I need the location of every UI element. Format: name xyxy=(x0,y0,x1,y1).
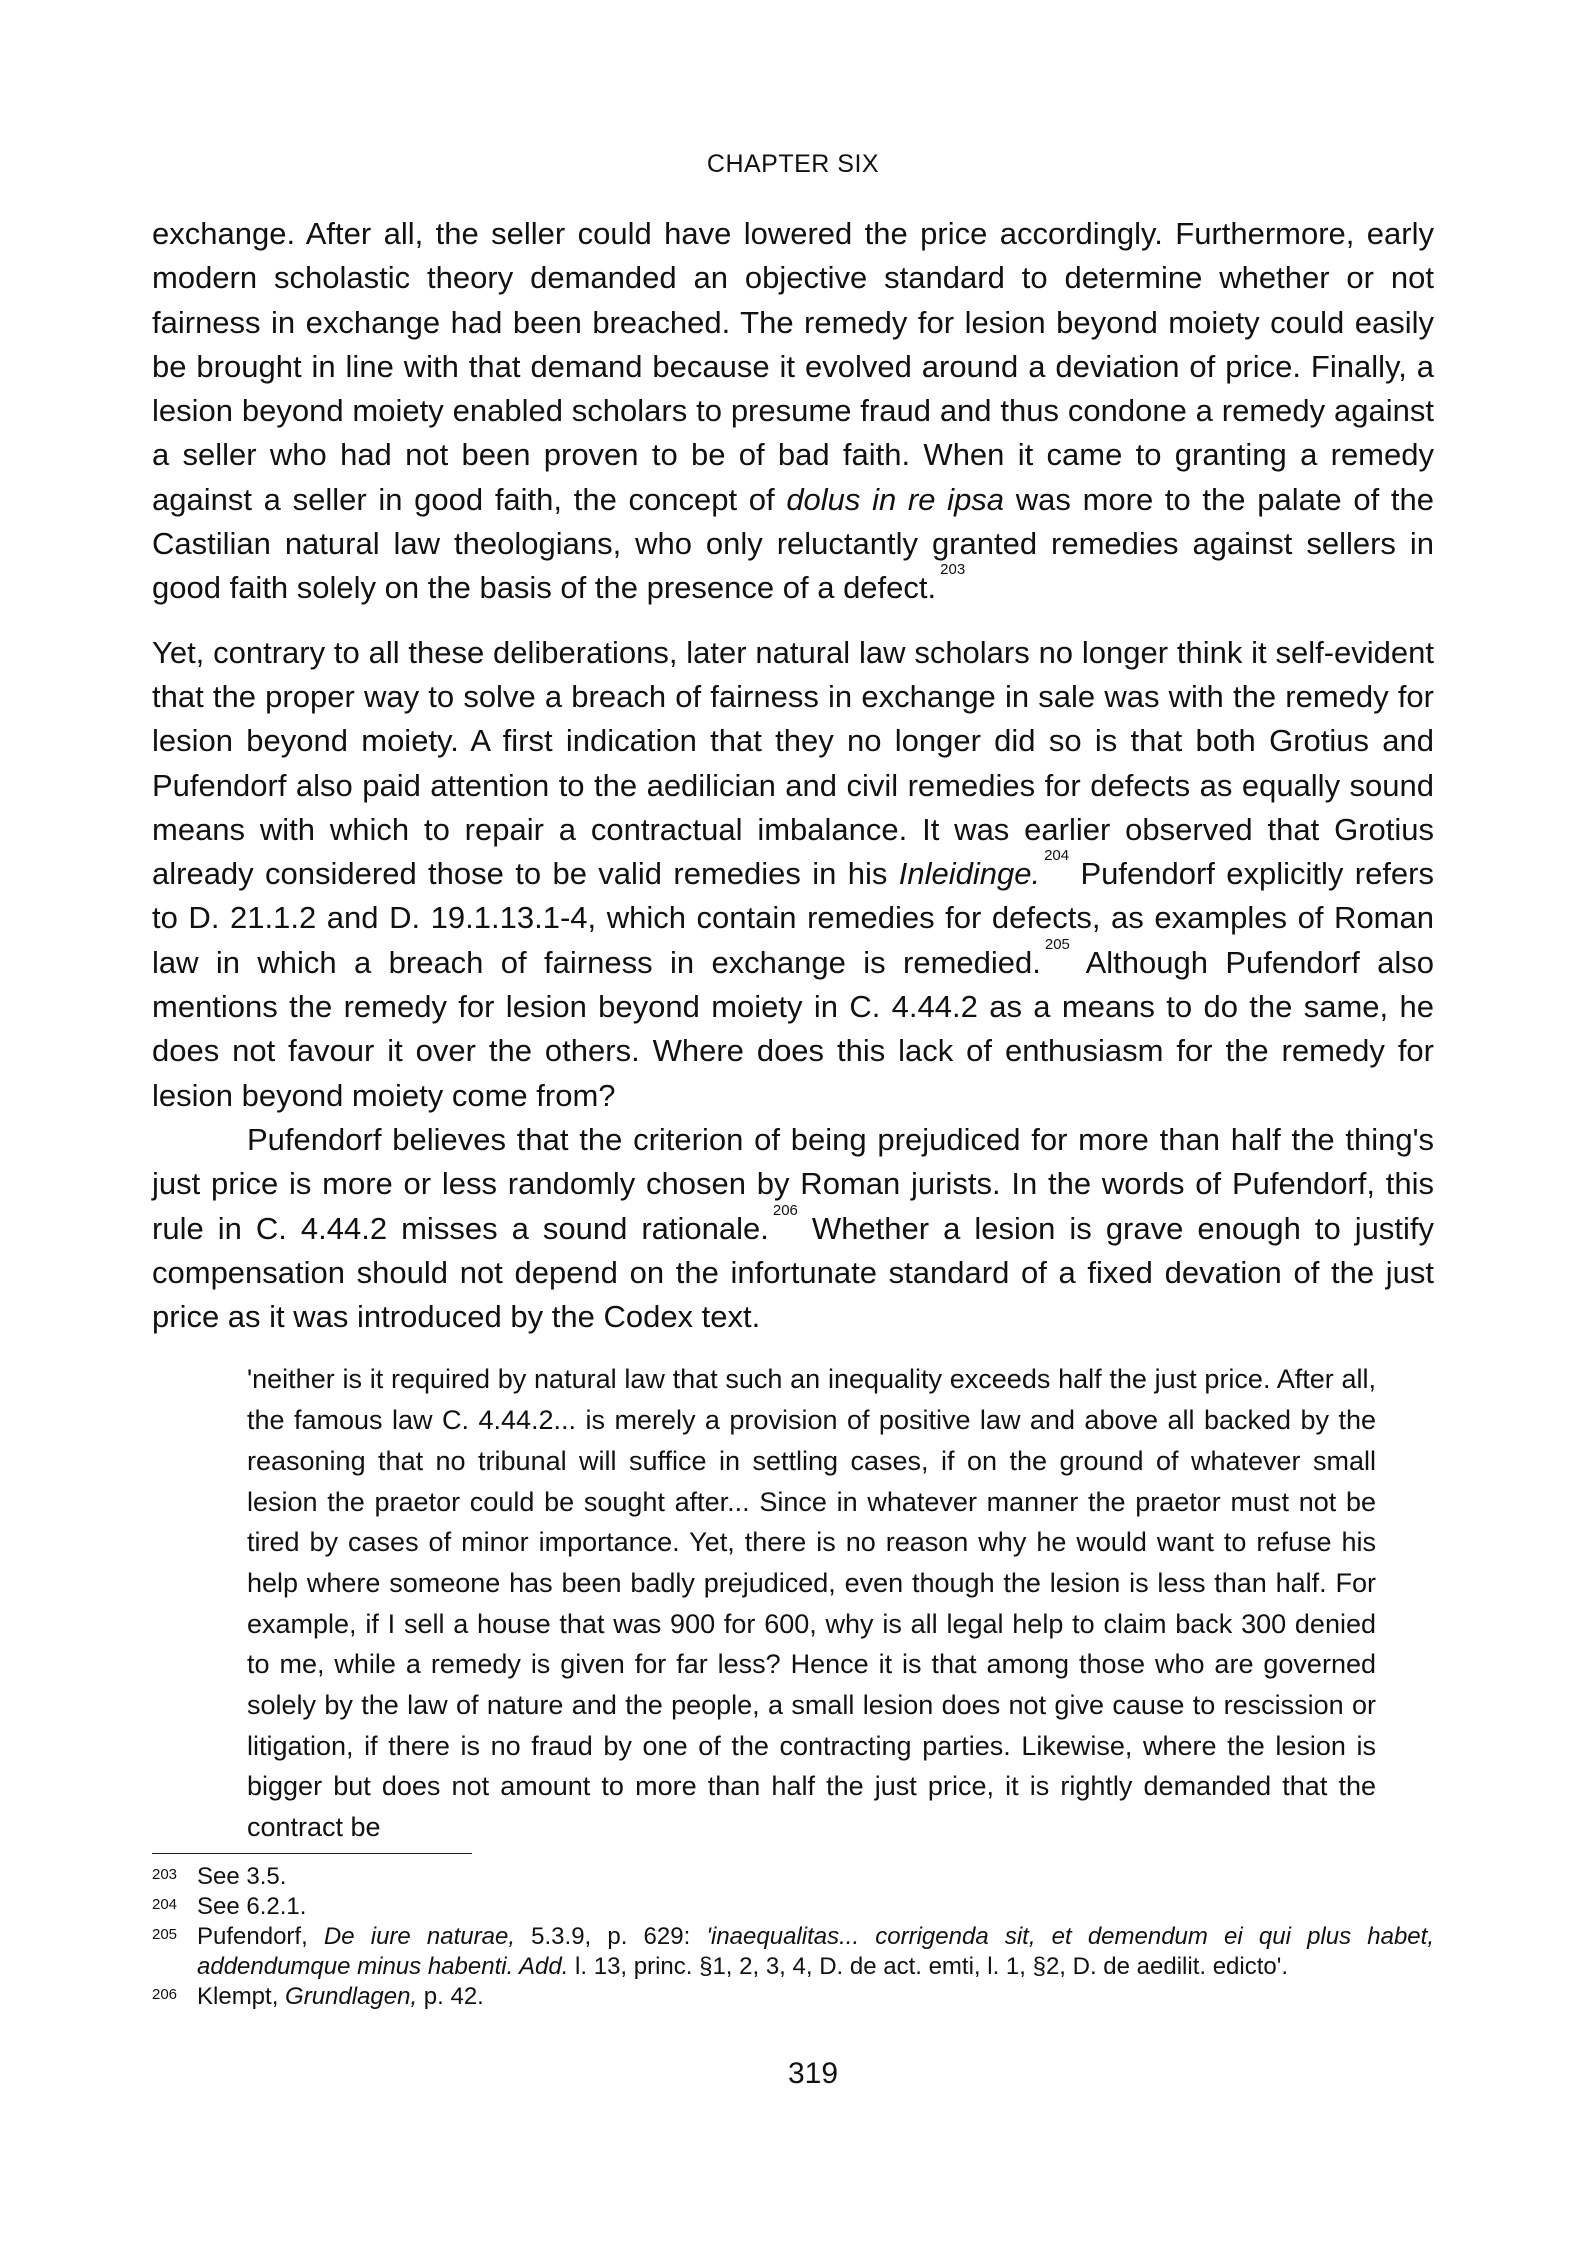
paragraph-2 xyxy=(152,631,1434,1118)
text-run: Klempt, xyxy=(197,1983,286,2010)
footnote-ref-206[interactable]: 206 xyxy=(772,1201,798,1219)
text-run: p. 42. xyxy=(417,1983,484,2010)
footnote-203 xyxy=(152,1862,1434,1892)
footnote-separator xyxy=(152,1853,472,1854)
footnote-text xyxy=(197,1922,1434,1982)
footnote-text: See 6.2.1. xyxy=(197,1893,307,1920)
footnote-number: 203 xyxy=(152,1866,178,1883)
body-text xyxy=(152,212,1434,1848)
footnote-ref-203[interactable]: 203 xyxy=(940,561,966,579)
italic-title: Inleidinge. xyxy=(898,856,1041,892)
italic-quote: 'inaequalitas... corrigenda sit, et demendum ei qui plus habet, addendumque minus habenti. Add. xyxy=(197,1923,1434,1980)
footnote-number: 205 xyxy=(152,1926,178,1943)
footnote-204 xyxy=(152,1892,1434,1922)
document-page xyxy=(152,0,1434,2250)
footnote-206 xyxy=(152,1982,1434,2012)
paragraph-3 xyxy=(152,1118,1434,1339)
text-run: was more to the palate of the Castilian natural law theologians, who only reluctantly granted remedies against sellers in good faith solely on the basis of the presence of a defect. xyxy=(152,481,1435,606)
paragraph-1 xyxy=(152,212,1434,611)
text-run: Although Pufendorf also mentions the remedy for lesion beyond moiety in C. 4.44.2 as a means to do the same, he does not favour it over the others. Where does this lack of enthusiasm for the remedy for lesion beyond moiety come from? xyxy=(152,944,1434,1113)
page-number: 319 xyxy=(787,2057,839,2090)
text-run: Pufendorf believes that the criterion of being prejudiced for more than half the thing's just price is more or less randomly chosen by Roman jurists. In the words of Pufendorf, this rule in C. 4.44.2 misses a sound rationale. xyxy=(152,1121,1434,1246)
italic-title: De iure naturae, xyxy=(323,1923,515,1950)
footnotes xyxy=(152,1862,1434,2012)
footnote-205 xyxy=(152,1922,1434,1982)
italic-term: dolus in re ipsa xyxy=(786,481,1005,517)
footnote-ref-205[interactable]: 205 xyxy=(1044,935,1070,953)
footnote-ref-204[interactable]: 204 xyxy=(1044,847,1070,865)
block-quote: 'neither is it required by natural law that such an inequality exceeds half the just price. After all, the famous law C. 4.44.2... is merely a provision of positive law and above all backed by the reasoning that no tribunal will suffice in settling cases, if on the ground of whatever small lesion the praetor could be sought after... Since in whatever manner the praetor must not be tired by cases of minor importance. Yet, there is no reason why he would want to refuse his help where someone has been badly prejudiced, even though the lesion is less than half. For example, if I sell a house that was 900 for 600, why is all legal help to claim back 300 denied to me, while a remedy is given for far less? Hence it is that among those who are governed solely by the law of nature and the people, a small lesion does not give cause to rescission or litigation, if there is no fraud by one of the contracting parties. Likewise, where the lesion is bigger but does not amount to more than half the just price, it is rightly demanded that the contract be xyxy=(247,1364,1376,1843)
footnote-text xyxy=(197,1982,1434,2012)
text-run: Pufendorf explicitly refers to D. 21.1.2 and D. 19.1.13.1-4, which contain remedies for defects, as examples of Roman law in which a breach of fairness in exchange is remedied. xyxy=(152,856,1434,980)
text-run: exchange. After all, the seller could have lowered the price accordingly. Furthermore, early modern scholastic theory demanded an objective standard to determine whether or not fairness in exchange had been breached. The remedy for lesion beyond moiety could easily be brought in line with that demand because it evolved around a deviation of price. Finally, a lesion beyond moiety enabled scholars to presume fraud and thus condone a remedy against a seller who had not been proven to be of bad faith. When it came to granting a remedy against a seller in good faith, the concept of xyxy=(152,216,1434,517)
text-run: 5.3.9, p. 629: xyxy=(515,1923,707,1950)
footnote-number: 206 xyxy=(152,1986,178,2003)
footnote-number: 204 xyxy=(152,1896,178,1913)
italic-title: Grundlagen, xyxy=(285,1983,418,2010)
footnote-text: See 3.5. xyxy=(197,1863,287,1890)
running-head: CHAPTER SIX xyxy=(706,150,880,178)
text-run: Yet, contrary to all these deliberations, later natural law scholars no longer think it self-evident that the proper way to solve a breach of fairness in exchange in sale was with the remedy for lesion beyond moiety. A first indication that they no longer did so is that both Grotius and Pufendorf also paid attention to the aedilician and civil remedies for defects as equally sound means with which to repair a contractual imbalance. It was earlier observed that Grotius already considered those to be valid remedies in his xyxy=(152,634,1434,892)
text-run: Pufendorf, xyxy=(197,1923,324,1950)
text-run: l. 13, princ. §1, 2, 3, 4, D. de act. emti, l. 1, §2, D. de aedilit. edicto'. xyxy=(568,1953,1289,1980)
text-run: Whether a lesion is grave enough to justify compensation should not depend on the infortunate standard of a fixed devation of the just price as it was introduced by the Codex text. xyxy=(152,1210,1434,1335)
